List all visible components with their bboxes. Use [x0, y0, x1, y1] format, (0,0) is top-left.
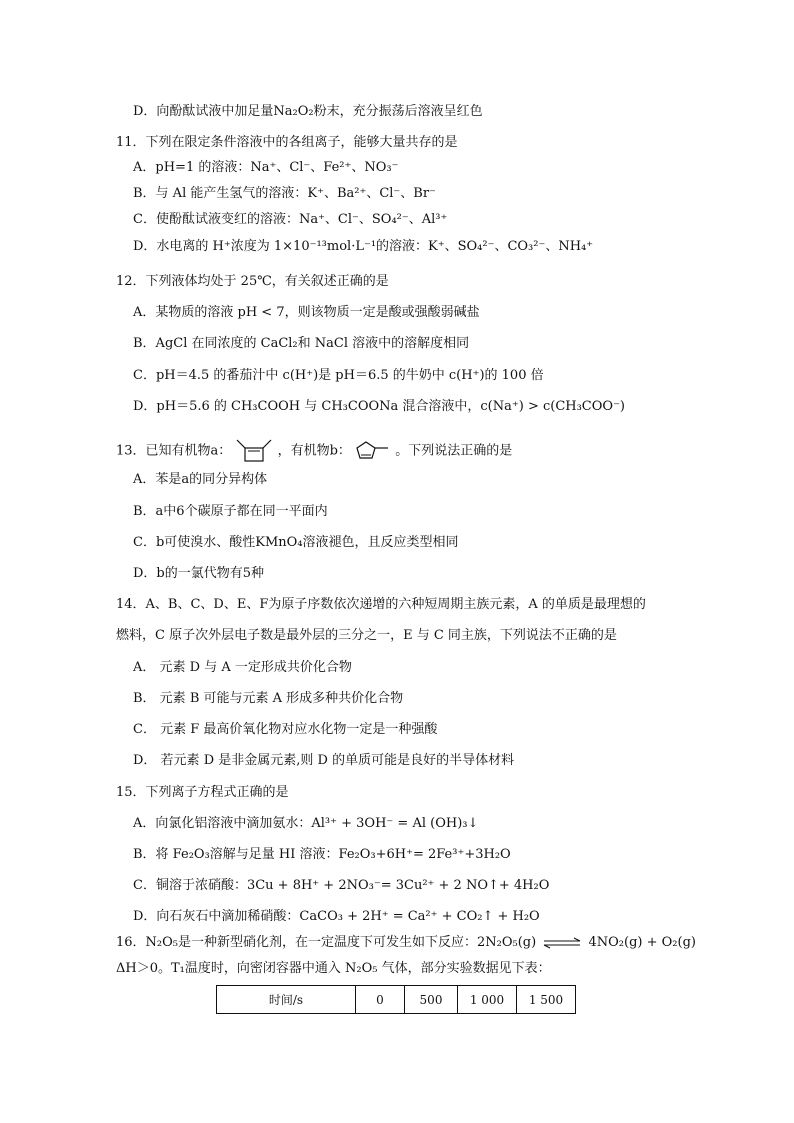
q14-stem-line1: 14．A、B、C、D、E、F为原子序数依次递增的六种短周期主族元素，A 的单质是最理想的: [116, 597, 646, 612]
q16-stem-part2: 4NO₂(g) + O₂(g): [588, 935, 696, 950]
q13-option-a: A．苯是a的同分异构体: [133, 472, 268, 487]
q12-option-b: B．AgCl 在同浓度的 CaCl₂和 NaCl 溶液中的溶解度相同: [133, 336, 470, 351]
q11-option-a: A．pH=1 的溶液：Na⁺、Cl⁻、Fe²⁺、NO₃⁻: [133, 160, 399, 175]
q13-stem-part1: 13．已知有机物a：: [116, 443, 232, 459]
q11-stem: 11．下列在限定条件溶液中的各组离子，能够大量共存的是: [116, 135, 458, 150]
q13-stem-part2: ，有机物b：: [277, 443, 351, 459]
table-header-cell: 时间/s: [217, 986, 356, 1014]
table-cell: 0: [356, 986, 405, 1014]
cyclobutane-structure-icon: [235, 438, 273, 464]
q15-option-a: A．向氯化铝溶液中滴加氨水：Al³⁺ + 3OH⁻ = Al (OH)₃↓: [133, 816, 479, 831]
q11-option-c: C．使酚酞试液变红的溶液：Na⁺、Cl⁻、SO₄²⁻、Al³⁺: [133, 212, 448, 227]
q15-option-b: B．将 Fe₂O₃溶解与足量 HI 溶液：Fe₂O₃+6H⁺= 2Fe³⁺+3H₂O: [133, 847, 511, 862]
table-cell: 1 500: [517, 986, 576, 1014]
q16-stem-part1: 16．N₂O₅是一种新型硝化剂，在一定温度下可发生如下反应：2N₂O₅(g): [116, 935, 537, 950]
cyclopentene-structure-icon: [355, 440, 391, 462]
q16-data-table: [216, 985, 576, 1014]
table-row: [217, 986, 576, 1014]
q13-option-b: B．a中6个碳原子都在同一平面内: [133, 504, 328, 519]
q14-option-a: A． 元素 D 与 A 一定形成共价化合物: [133, 660, 352, 675]
q12-option-d: D．pH＝5.6 的 CH₃COOH 与 CH₃COONa 混合溶液中，c(Na⁺) > c(CH₃COO⁻): [133, 399, 626, 414]
table-cell: 500: [405, 986, 458, 1014]
q14-option-b: B． 元素 B 可能与元素 A 形成多种共价化合物: [133, 691, 404, 706]
q14-option-c: C． 元素 F 最高价氧化物对应水化物一定是一种强酸: [133, 722, 438, 737]
q15-option-d: D．向石灰石中滴加稀硝酸：CaCO₃ + 2H⁺ = Ca²⁺ + CO₂↑ + H₂O: [133, 909, 540, 924]
equilibrium-arrow-icon: [542, 937, 582, 949]
q12-option-a: A．某物质的溶液 pH < 7，则该物质一定是酸或强酸弱碱盐: [133, 305, 480, 320]
q15-option-c: C．铜溶于浓硝酸：3Cu + 8H⁺ + 2NO₃⁻= 3Cu²⁺ + 2 NO↑+ 4H₂O: [133, 878, 550, 893]
q12-stem: 12．下列液体均处于 25℃，有关叙述正确的是: [116, 274, 389, 289]
q14-stem-line2: 燃料，C 原子次外层电子数是最外层的三分之一，E 与 C 同主族，下列说法不正确的是: [116, 628, 617, 643]
q14-option-d: D． 若元素 D 是非金属元素,则 D 的单质可能是良好的半导体材料: [133, 753, 515, 768]
q13-option-c: C．b可使溴水、酸性KMnO₄溶液褪色，且反应类型相同: [133, 535, 459, 550]
q11-option-d: D．水电离的 H⁺浓度为 1×10⁻¹³mol·L⁻¹的溶液：K⁺、SO₄²⁻、CO₃²⁻、NH₄⁺: [133, 239, 594, 254]
q13-option-d: D．b的一氯代物有5种: [133, 566, 265, 581]
q11-option-b: B．与 Al 能产生氢气的溶液：K⁺、Ba²⁺、Cl⁻、Br⁻: [133, 186, 436, 201]
q13-stem-part3: 。下列说法正确的是: [395, 443, 513, 459]
q10-option-d: D．向酚酞试液中加足量Na₂O₂粉末，充分振荡后溶液呈红色: [133, 104, 483, 119]
table-cell: 1 000: [458, 986, 517, 1014]
q16-stem-line2: ΔH＞0。T₁温度时，向密闭容器中通入 N₂O₅ 气体，部分实验数据见下表：: [116, 961, 551, 976]
q15-stem: 15．下列离子方程式正确的是: [116, 785, 289, 800]
q16-stem-line1: [116, 934, 696, 952]
q13-stem: [116, 438, 512, 464]
q12-option-c: C．pH＝4.5 的番茄汁中 c(H⁺)是 pH＝6.5 的牛奶中 c(H⁺)的 100 倍: [133, 368, 544, 383]
